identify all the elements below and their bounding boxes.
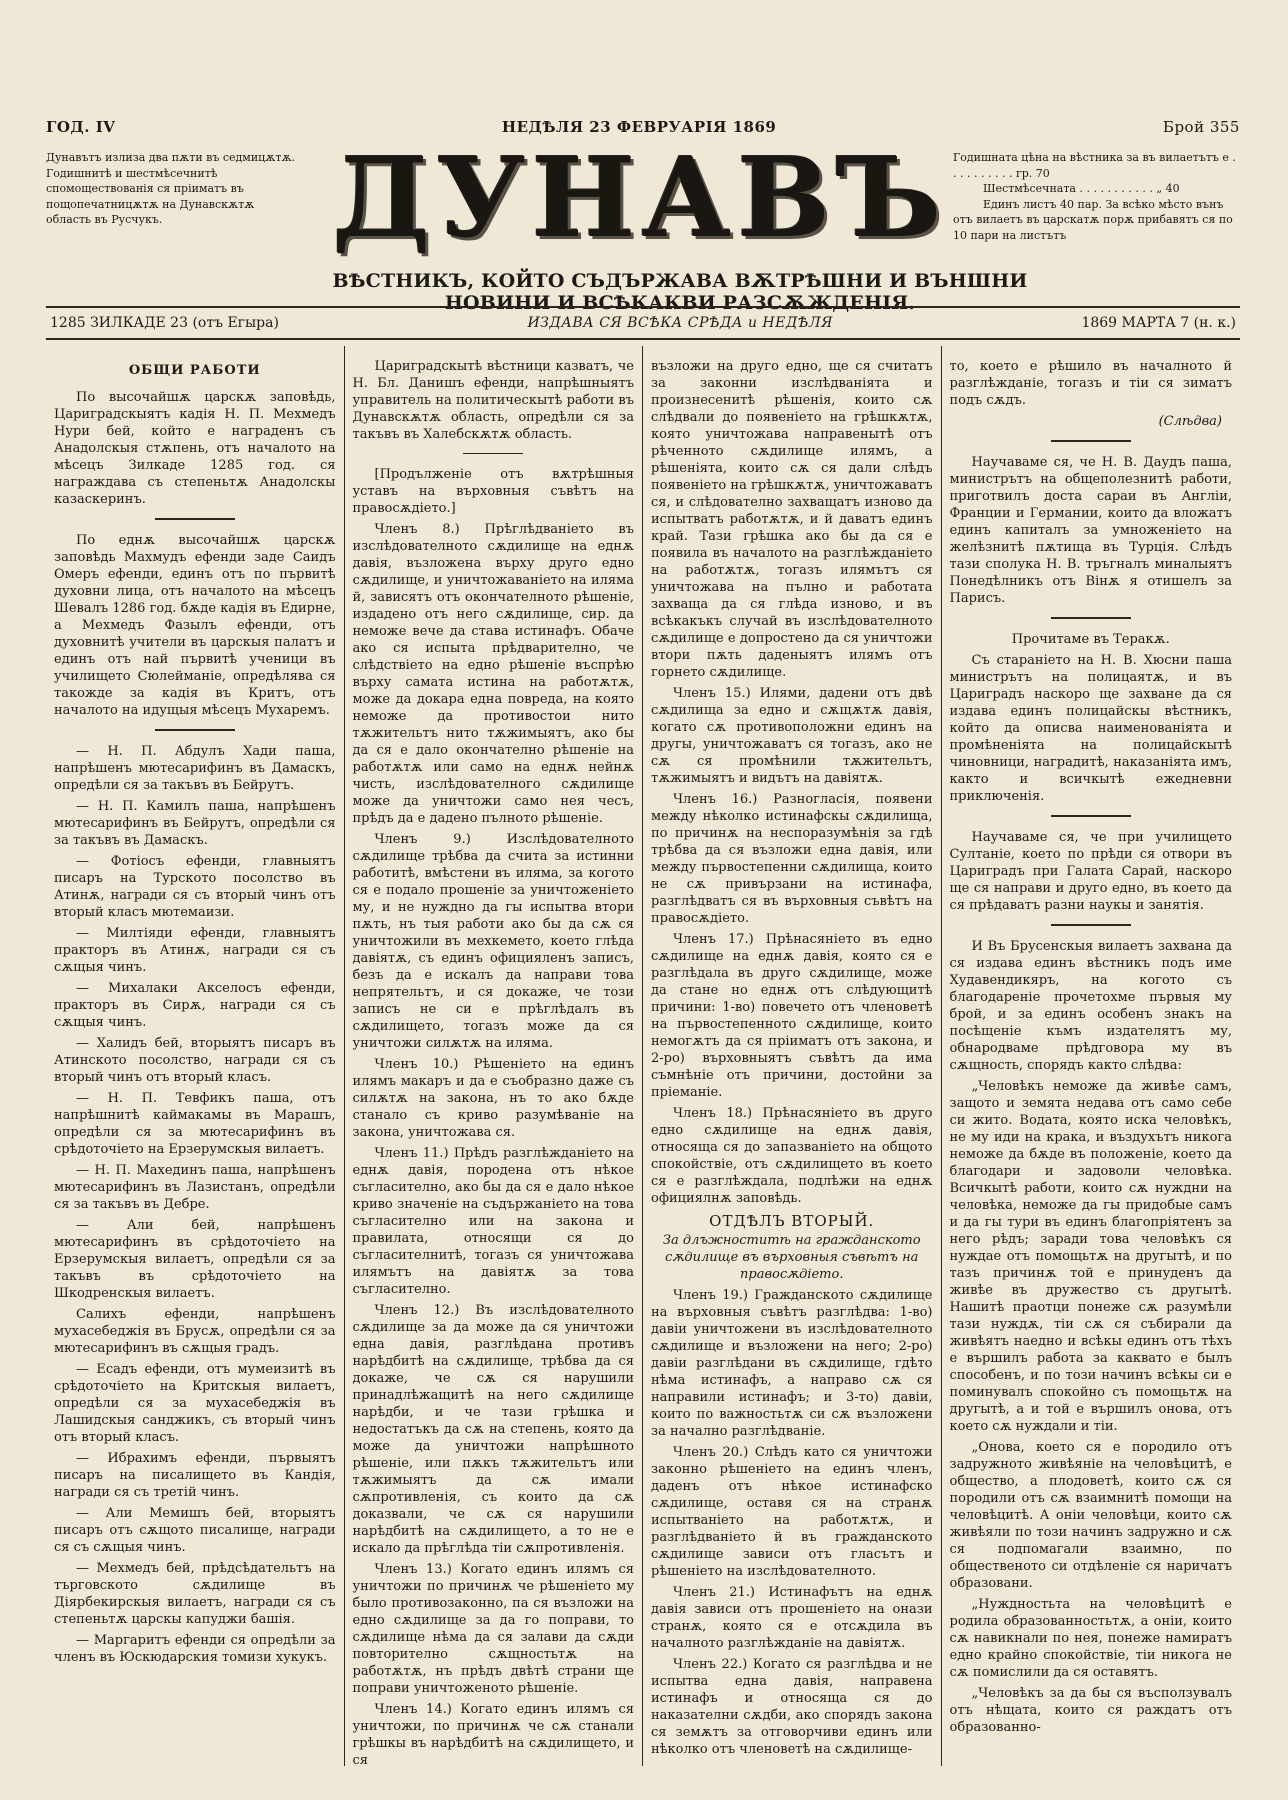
paragraph: „Человѣкъ неможе да живѣе самъ, защото и земята недава отъ само себе си жито. Водата, която иска человѣкъ, не му иди на крака, и въздухътъ никога неможе да бѫде въ положеніе, което да благодари и задоволи человѣка. Всичкытѣ работи, които сѫ нуждни на человѣка, неможе да гы придобые самъ и да гы тури въ единъ благопріятенъ за него рѣдъ; заради това человѣкъ ся нуждае отъ помощьтѫ на другытѣ, и по тазъ причинѫ той е принуденъ да живѣе въ дружество съ другытѣ. Нашитѣ праотци понеже сѫ разумѣли тази нуждѫ, тіи сѫ ся събирали да живѣятъ наедно и всѣкы единъ отъ тѣхъ е вършилъ работа за каквато е былъ способенъ, и по този начинъ всѣкы си е поминувалъ спокойно съ помощьтѫ на другытѣ, а и той е вършилъ онова, отъ което сѫ нуждали и тіи. <box>949 1079 1232 1434</box>
masthead-rule-bottom <box>46 338 1240 340</box>
paragraph: Членъ 12.) Въ изслѣдователното сѫдилище за да може да ся уничтожи една давія, разглѣдана противъ нарѣдбитѣ на сѫдилище, трѣбва да ся докаже, че сѫ ся нарушили принадлѣжащитѣ на него сѫдилище нарѣдби, и че тази грѣшка и недостатъкъ да сѫ на степень, която да може да уничтожи напрѣшното рѣшеніе, или пѫкъ тѫжительтъ или тѫжимыятъ да сѫ имали сѫпротивленія, съ които да сѫ доказвали, че сѫ ся нарушили нарѣдбитѣ на сѫдилището, а то не е искало да прѣглѣда тіи сѫпротивленія. <box>352 1303 634 1556</box>
price-line-sheet: Единъ листъ 40 пар. За всѣко мѣсто вънъ отъ вилаетъ въ царскатѫ порѫ прибавятъ ся по 10 пари на листътъ <box>953 197 1233 242</box>
paragraph: — Маргаритъ ефенди ся опредѣли за членъ въ Юскюдарския томизи хукукъ. <box>54 1633 336 1665</box>
paragraph: — Н. П. Тевфикъ паша, отъ напрѣшнитѣ каймакамы въ Марашъ, опредѣли ся за мютесарифинъ въ срѣдоточіето на Ерзерумскыя вилаетъ. <box>54 1091 336 1157</box>
paragraph: По высочайшѫ царскѫ заповѣдь, Цариградскыятъ кадія Н. П. Мехмедъ Нури бей, който е награденъ съ Анадолскыя стѫпень, отъ началото на мѣсецъ Зилкаде 1285 год. ся награждава съ степеньтѫ Анадолскы казаскеринъ. <box>54 390 336 507</box>
paragraph: Членъ 13.) Когато единъ илямъ ся уничтожи по причинѫ че рѣшеніето му было противозаконно, па ся възложи на едно сѫдилище за да го поправи, то сѫдилище нѣма да ся залави да сѫди повторително сѫщностьтѫ на работѫтѫ, нъ прѣдъ двѣтѣ страни ще поправи уничтоженото рѣшеніе. <box>352 1562 634 1696</box>
paragraph: — Али бей, напрѣшенъ мютесарифинъ въ срѣдоточіето на Ерзерумскыя вилаетъ, опредѣли ся за такъвъ въ срѣдоточіето на Шкодренскыя вилаетъ. <box>54 1218 336 1301</box>
paragraph: Членъ 11.) Прѣдъ разглѣжданіето на еднѫ давія, породена отъ нѣкое съгласително, ако бы да ся е дало нѣкое криво значеніе на съдържаніето на това съгласително или на закона и правилата, относящи ся до съгласителнитѣ, тогазъ ся уничтожава илямътъ на давіятѫ за това съгласително. <box>352 1146 634 1297</box>
paragraph: Салихъ ефенди, напрѣшенъ мухасебеджія въ Брусѫ, опредѣли ся за мютесарифинъ въ сѫщыя градъ. <box>54 1307 336 1356</box>
separator <box>1051 815 1131 817</box>
paragraph: — Есадъ ефенди, отъ мумеизитѣ въ срѣдоточіето на Критскыя вилаетъ, опредѣли ся за мухасебеджія въ Лашидскыя санджикъ, съ вторый чинъ отъ вторый класъ. <box>54 1362 336 1445</box>
paragraph: — Михалаки Акселосъ ефенди, практоръ въ Сирѫ, награди ся съ сѫщыя чинъ. <box>54 981 336 1030</box>
column-2 <box>345 346 644 1766</box>
paragraph: „Человѣкъ за да бы ся въсползувалъ отъ нѣщата, които ся раждатъ отъ образованно- <box>949 1686 1232 1735</box>
paragraph: Членъ 22.) Когато ся разглѣдва и не испытва една давія, направена истинафъ и относяща ся до наказателни сѫдби, ако спорядъ закона ся земѫтъ за отговорчиви единъ или нѣколко отъ членоветѣ на сѫдилище- <box>651 1657 933 1757</box>
paragraph: Научаваме ся, че Н. В. Даудъ паша, министрътъ на общеполезнитѣ работи, приготвилъ доста сараи въ Англіи, Франции и Германии, които да вложатъ единъ капиталъ за умноженіето на желѣзнитѣ пѫтища въ Турція. Слѣдъ тази сполука Н. В. тръгналъ миналыятъ Понедѣлникъ отъ Вінѫ я отишелъ за Парисъ. <box>949 455 1232 606</box>
paragraph: Членъ 15.) Илями, дадени отъ двѣ сѫдилища за едно и сѫщѫтѫ давія, когато сѫ противоположни единъ на другы, уничтожаватъ ся тогазъ, ако не сѫ ся промѣнили тѫжительтъ, тѫжимыятъ и видътъ на давіятѫ. <box>651 686 933 786</box>
masthead-subline <box>50 315 1236 331</box>
paragraph: — Н. П. Камилъ паша, напрѣшенъ мютесарифинъ въ Бейрутъ, опредѣли ся за такъвъ въ Дамаскъ. <box>54 799 336 848</box>
paragraph: [Продълженіе отъ вѫтрѣшныя уставъ на върховныя съвѣтъ на правосѫдіето.] <box>352 467 634 516</box>
gregorian-date: 1869 МАРТА 7 (н. к.) <box>1081 315 1236 331</box>
hijri-date: 1285 ЗИЛКАДЕ 23 (отъ Егыра) <box>50 315 279 331</box>
subscription-prices <box>953 150 1238 243</box>
paragraph: — Халидъ бей, вторыятъ писаръ въ Атинското посолство, награди ся съ вторый чинъ отъ вторый класъ. <box>54 1036 336 1085</box>
paragraph: Научаваме ся, че при училището Султаніе, което по прѣди ся отвори въ Цариградъ при Галата Сарай, наскоро ще ся направи и друго едно, въ което да ся прѣдаватъ разни наукы и занятія. <box>949 830 1232 913</box>
paragraph: По еднѫ высочайшѫ царскѫ заповѣдь Махмудъ ефенди заде Саидъ Омеръ ефенди, единъ отъ по първитѣ духовни лица, отъ началото на мѣсецъ Шевалъ 1286 год. бѫде кадія въ Едирне, а Мехмедъ Фазылъ ефенди, отъ духовнитѣ учители въ царскыя палатъ и единъ отъ най първитѣ ученици въ училището Сюлейманіе, опредѣлява ся такожде за кадія въ Критъ, отъ началото на идущыя мѣсецъ Мухаремъ. <box>54 533 336 718</box>
masthead-rule-top <box>46 306 1240 308</box>
separator <box>155 518 235 520</box>
column-3 <box>643 346 942 1766</box>
separator <box>1051 617 1131 619</box>
newspaper-subtitle: ВѢСТНИКЪ, КОЙТО СЪДЪРЖАВА ВѪТРѢШНИ И ВЪНШНИ НОВИНИ И ВСѢКАКВИ РАЗСѪЖДЕНІЯ. <box>332 270 1028 314</box>
paragraph: Членъ 21.) Истинафътъ на еднѫ давія зависи отъ прошеніето на онази странѫ, която ся е отсѫдила въ началното разглѣжданіе на давіятѫ. <box>651 1585 933 1651</box>
publication-frequency: ИЗДАВА СЯ ВСѢКА СРѢДА и НЕДѢЛЯ <box>527 315 833 331</box>
paragraph: Членъ 8.) Прѣглѣдваніето въ изслѣдователното сѫдилище на еднѫ давія, възложена върху друго едно сѫдилище, и уничтожаваніето на иляма й, зависятъ отъ окончателното рѣшеніе, издадено отъ него сѫдилище, сир. да неможе вече да става истинафъ. Обаче ако ся испыта прѣдварително, че слѣдствіето на едно рѣшеніе въспрѣю върху самата истина на работѫтѫ, може да докара една повреда, на която неможе да противостои нито тѫжительтъ нито тѫжимыятъ, ако бы да ся е дало окончателно рѣшеніе на работѫтѫ или само на еднѫ нейнѫ чисть, изслѣдователного сѫдилище може да уничтожи само нея чесъ, прѣдъ да е дадено пълното рѣшеніе. <box>352 522 634 826</box>
separator <box>155 729 235 731</box>
separator <box>463 453 523 454</box>
column-4 <box>942 346 1241 1766</box>
publication-note: Дунавътъ излиза два пѫти въ седмицѫтѫ. Годишнитѣ и шестмѣсечнитѣ спомоществованія ся пріиматъ въ пощопечатницѫтѫ на Дунавскѫтѫ область въ Русчукъ. <box>46 151 296 226</box>
paragraph: — Фотіосъ ефенди, главныятъ писаръ на Турското посолство въ Атинѫ, награди ся съ вторый чинъ отъ вторый класъ мютемаизи. <box>54 854 336 920</box>
price-line-annual: Годишната цѣна на вѣстника за въ вилаетътъ е . . . . . . . . . . гр. 70 <box>953 151 1236 180</box>
section-heading: ОБЩИ РАБОТИ <box>128 363 261 378</box>
paragraph: Членъ 9.) Изслѣдователното сѫдилище трѣбва да счита за истинни работитѣ, вмѣстени въ иляма, за когото ся е подало прошеніе за уничтоженіето му, и не нуждно да гы испытва втори пѫть, нъ тыя работи ако бы да сѫ ся уничтожили въ мехкемето, което глѣда давіятѫ, съ единъ официяленъ записъ, безъ да е искалъ да направи това непрятельтъ, и ся докаже, че този записъ не си е прѣглѣдалъ въ сѫдилището, тогазъ може да ся уничтожи силѫтѫ на иляма. <box>352 832 634 1051</box>
paragraph: И Въ Брусенскыя вилаетъ захвана да ся издава единъ вѣстникъ подъ име Худавендикяръ, на когото съ благодареніе прочетохме първыя му брой, и за единъ особенъ знакъ на посѣщеніе къмъ издателятъ му, обнародваме прѣдговора му въ сѫщность, спорядъ както слѣдва: <box>949 939 1232 1073</box>
paragraph: „Онова, което ся е породило отъ задружното живѣяніе на человѣцитѣ, е общество, а плодоветѣ, които сѫ ся породили отъ сѫ взаимнитѣ помощи на человѣцитѣ. А оніи человѣци, които сѫ живѣяли по този начинъ задружно и сѫ ся подпомагали взаимно, по общественото си отдѣленіе ся наричатъ образовани. <box>949 1440 1232 1591</box>
issue-date: НЕДѢЛЯ 23 ФЕВРУАРІЯ 1869 <box>501 118 777 136</box>
paragraph: Членъ 17.) Прѣнасяніето въ едно сѫдилище на еднѫ давія, която ся е разглѣдала въ друго сѫдилище, може да стане но еднѫ отъ слѣдующитѣ причини: 1-во) повечето отъ членоветѣ на първостепенното сѫдилище, които немогѫтъ да ся пріиматъ отъ закона, и 2-ро) върховныятъ съвѣтъ да има съмнѣніе отъ причини, достойни за пріеманіе. <box>651 932 933 1100</box>
column-1 <box>46 346 345 1766</box>
year-label: ГОД. IV <box>46 118 116 136</box>
paragraph: — Ибрахимъ ефенди, първыятъ писаръ на писалището въ Кандія, награди ся съ третій чинъ. <box>54 1451 336 1500</box>
paragraph: Членъ 18.) Прѣнасяніето въ друго едно сѫдилище на еднѫ давія, относяща ся до запазваніето на общото спокойствіе, отъ сѫдилището въ което ся е разглѣждала, подлѣжи на еднѫ официялнѫ заповѣдь. <box>651 1106 933 1206</box>
paragraph: Членъ 10.) Рѣшеніето на единъ илямъ макаръ и да е съобразно даже съ силѫтѫ на закона, нъ то ако бѫде станало съ криво разумѣваніе на закона, уничтожава ся. <box>352 1057 634 1140</box>
paragraph: то, което е рѣшило въ началното й разглѣжданіе, тогазъ и тіи ся зиматъ подъ сѫдъ. <box>949 359 1232 408</box>
paragraph: възложи на друго едно, ще ся считатъ за законни изслѣдваніята и произнесенитѣ рѣшенія, които сѫ слѣдвали до появеніето на грѣшкѫтѫ, която уничтожава направенытѣ отъ рѣченното сѫдилище илямъ, а рѣшеніята, които сѫ ся дали слѣдъ появеніето на грѣшкѫтѫ, уничтожаватъ ся, и слѣдователно захващатъ изново да испытватъ работѫтѫ, и й даватъ единъ край. Тази грѣшка ако бы да ся е появила въ началото на разглѣжданіето на работѫтѫ, тогазъ илямътъ ся уничтожава на пълно и работата захваща да ся глѣда изново, и въ всѣкакъкъ случай въ изслѣдователното сѫдилище е допростено да ся уничтожи втори пѫть даденыятъ илямъ отъ горнето сѫдилище. <box>651 359 933 680</box>
section-subtitle: За длъжноститѣ на гражданското сѫдилище въ върховныя съвѣтъ на правосѫдіето. <box>662 1233 921 1282</box>
continued-note: (Слѣдва) <box>1158 414 1222 429</box>
section-title: ОТДѢЛЪ ВТОРЫЙ. <box>709 1212 875 1230</box>
article-columns <box>46 346 1240 1766</box>
paragraph: — Милтіяди ефенди, главныятъ практоръ въ Атинѫ, награди ся съ сѫщыя чинъ. <box>54 926 336 975</box>
paragraph: Членъ 16.) Разногласія, появени между нѣколко истинафскы сѫдилища, по причинѫ на неспоразумѣнія за гдѣ трѣбва да ся възложи една давія, или между първостепенни сѫдилища, които не сѫ привързани на истинафа, разглѣдватъ ся въ върховныя съвѣтъ на правосѫдіето. <box>651 792 933 926</box>
paragraph: — Н. П. Махединъ паша, напрѣшенъ мютесарифинъ въ Лазистанъ, опредѣли ся за такъвъ въ Дебре. <box>54 1163 336 1212</box>
paragraph: Цариградскытѣ вѣстници казватъ, че Н. Бл. Данишъ ефенди, напрѣшныятъ управитель на политическытѣ работи въ Дунавскѫтѫ область, опредѣли ся за такъвъ въ Халебскѫтѫ область. <box>352 359 634 442</box>
paragraph: Съ стараніето на Н. В. Хюсни паша министрътъ на полицаятѫ, и въ Цариградъ наскоро ще захване да ся издава единъ полицайскы вѣстникъ, който да описва наименованіята и промѣненіята на полицайскытѣ чиновници, наградитѣ, наказаніята имъ, както и всичкытѣ ежедневни приключенія. <box>949 653 1232 804</box>
paragraph: „Нуждностьта на человѣцитѣ е родила образованностьтѫ, а оніи, които сѫ навикнали по нея, понеже намиратъ едно крайно спокойствіе, тіи никога не сѫ помислили да ся оставятъ. <box>949 1597 1232 1680</box>
paragraph: — Али Мемишъ бей, вторыятъ писаръ отъ сѫщото писалище, награди ся съ сѫщыя чинъ. <box>54 1506 336 1555</box>
paragraph: Членъ 19.) Гражданското сѫдилище на върховныя съвѣтъ разглѣдва: 1-во) давіи уничтожени въ изслѣдователното сѫдилище и възложени на него; 2-ро) давіи разглѣдани въ сѫдилище, гдѣто нѣма истинафъ, а направо сѫ ся направили истинафъ; и 3-то) давіи, които по важностьтѫ си сѫ възложени за начално разглѣдваніе. <box>651 1288 933 1439</box>
issue-number: Брой 355 <box>1162 118 1240 136</box>
paragraph: Членъ 20.) Слѣдъ като ся уничтожи законно рѣшеніето на единъ членъ, даденъ отъ нѣкое истинафско сѫдилище, оставя ся на странѫ испытваніето на работѫтѫ, и разглѣдваніето й въ гражданското сѫдилище зависи отъ гласътъ и рѣшеніето на изслѣдователното. <box>651 1445 933 1579</box>
paragraph-heading: Прочитаме въ Теракѫ. <box>1011 632 1170 647</box>
paragraph: — Н. П. Абдулъ Хади паша, напрѣшенъ мютесарифинъ въ Дамаскъ, опредѣли ся за такъвъ въ Бейрутъ. <box>54 744 336 793</box>
paragraph: — Мехмедъ бей, прѣдсѣдательтъ на търговското сѫдилище въ Діярбекирскыя вилаетъ, награди ся съ степеньтѫ царскы капуджи башія. <box>54 1561 336 1627</box>
paragraph: Членъ 14.) Когато единъ илямъ ся уничтожи, по причинѫ че сѫ станали грѣшкы въ нарѣдбитѣ на сѫдилището, и ся <box>352 1702 634 1766</box>
newspaper-title: ДУНАВЪ <box>332 133 948 262</box>
separator <box>1051 924 1131 926</box>
separator <box>1051 440 1131 442</box>
price-line-half: Шестмѣсечната . . . . . . . . . . . „ 40 <box>983 182 1180 195</box>
